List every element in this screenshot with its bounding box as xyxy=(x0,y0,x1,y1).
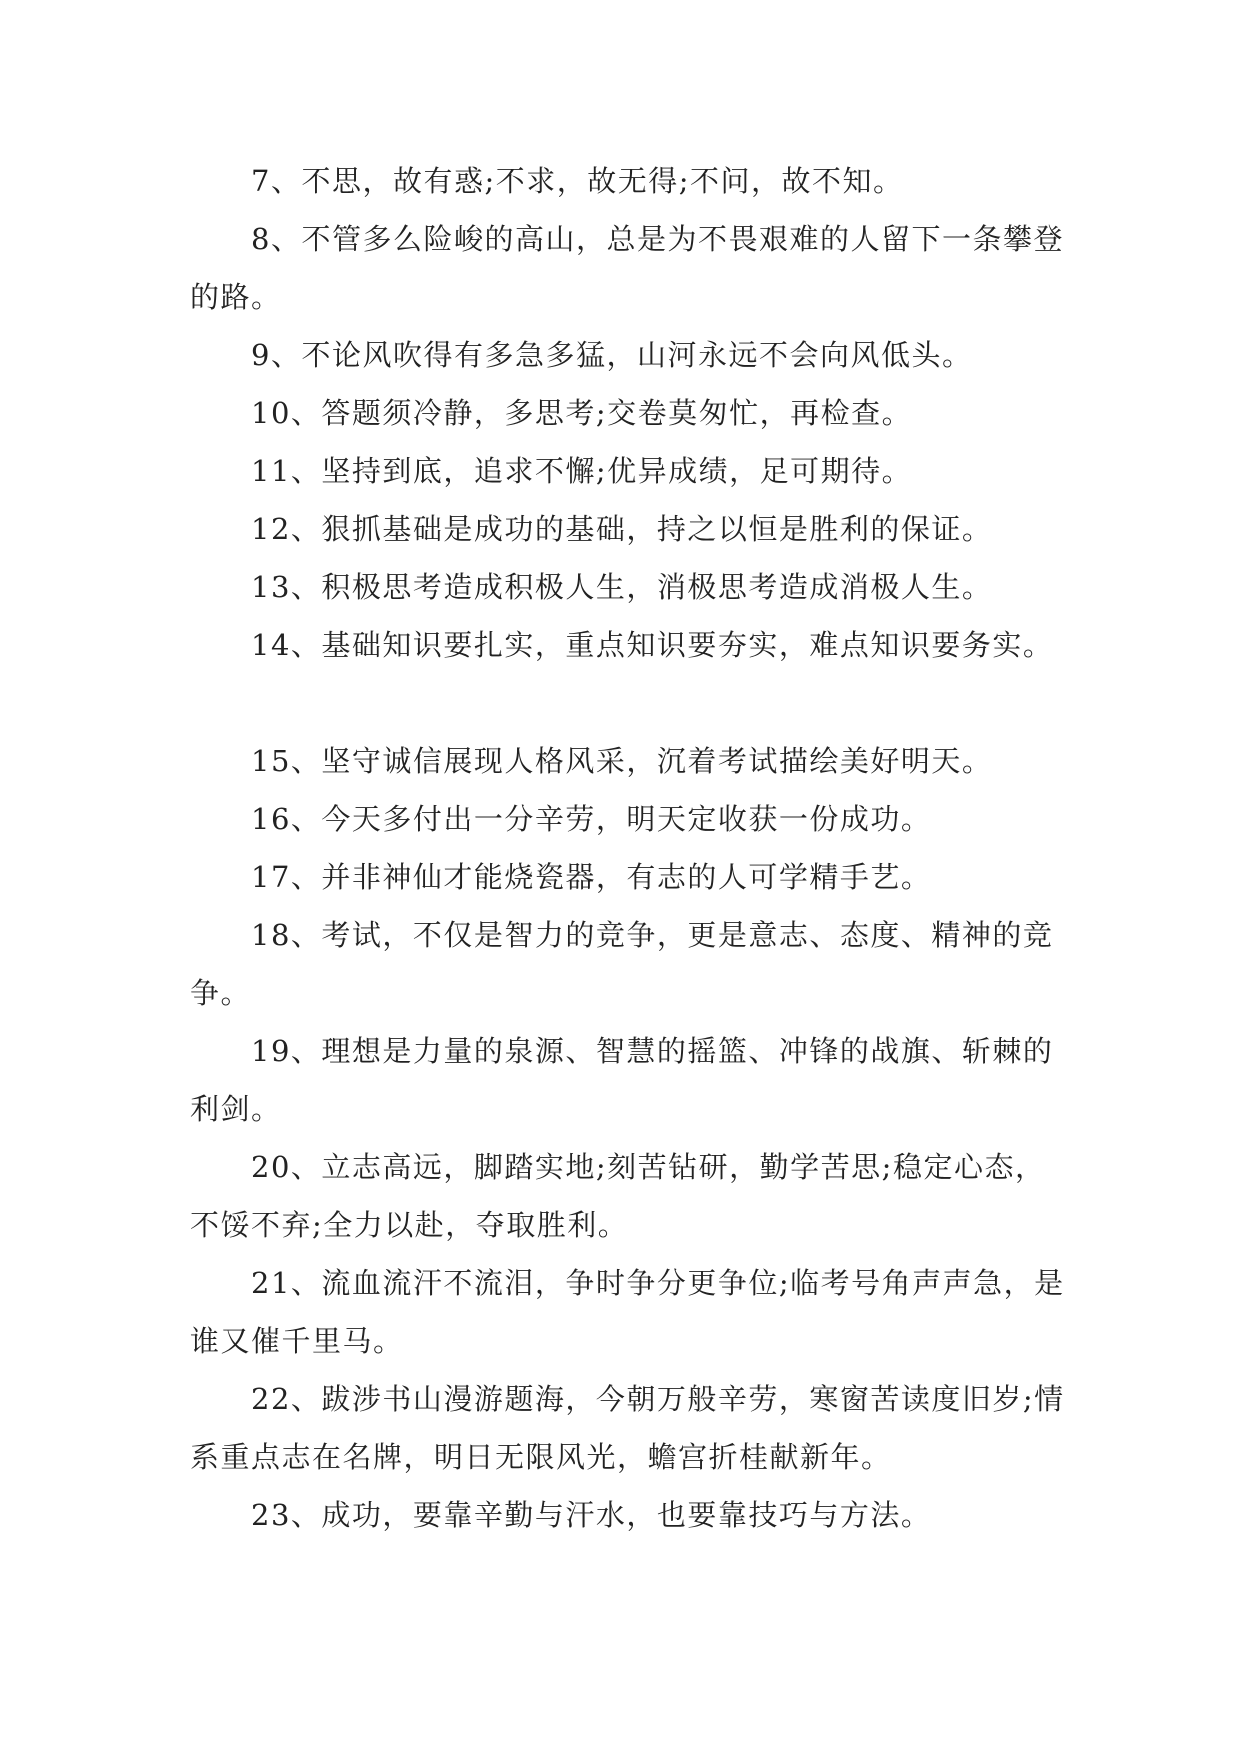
paragraph-13: 13、积极思考造成积极人生，消极思考造成消极人生。 xyxy=(251,570,993,604)
paragraph-16: 16、今天多付出一分辛劳，明天定收获一份成功。 xyxy=(251,802,932,836)
paragraph-21: 21、流血流汗不流泪，争时争分更争位;临考号角声声急，是谁又催千里马。 xyxy=(190,1266,1065,1358)
paragraph-7: 7、不思，故有惑;不求，故无得;不问，故不知。 xyxy=(251,164,904,198)
paragraph-19: 19、理想是力量的泉源、智慧的摇篮、冲锋的战旗、斩棘的利剑。 xyxy=(190,1034,1054,1126)
paragraph-20: 20、立志高远，脚踏实地;刻苦钻研，勤学苦思;稳定心态，不馁不弃;全力以赴，夺取胜利。 xyxy=(190,1150,1046,1242)
paragraph-12: 12、狠抓基础是成功的基础，持之以恒是胜利的保证。 xyxy=(251,512,993,546)
paragraph-11: 11、坚持到底，追求不懈;优异成绩，足可期待。 xyxy=(251,454,913,488)
paragraph-18: 18、考试，不仅是智力的竞争，更是意志、态度、精神的竞争。 xyxy=(190,918,1054,1010)
paragraph-17: 17、并非神仙才能烧瓷器，有志的人可学精手艺。 xyxy=(251,860,932,894)
paragraph-14: 14、基础知识要扎实，重点知识要夯实，难点知识要务实。 xyxy=(251,628,1054,662)
paragraph-9: 9、不论风吹得有多急多猛，山河永远不会向风低头。 xyxy=(251,338,973,372)
paragraph-10: 10、答题须冷静，多思考;交卷莫匆忙，再检查。 xyxy=(251,396,913,430)
paragraph-23: 23、成功，要靠辛勤与汗水，也要靠技巧与方法。 xyxy=(251,1498,932,1532)
paragraph-15: 15、坚守诚信展现人格风采，沉着考试描绘美好明天。 xyxy=(251,744,993,778)
paragraph-8: 8、不管多么险峻的高山，总是为不畏艰难的人留下一条攀登的路。 xyxy=(190,222,1064,314)
paragraph-22: 22、跋涉书山漫游题海，今朝万般辛劳，寒窗苦读度旧岁;情系重点志在名牌，明日无限风光，蟾宫折桂献新年。 xyxy=(190,1382,1065,1474)
